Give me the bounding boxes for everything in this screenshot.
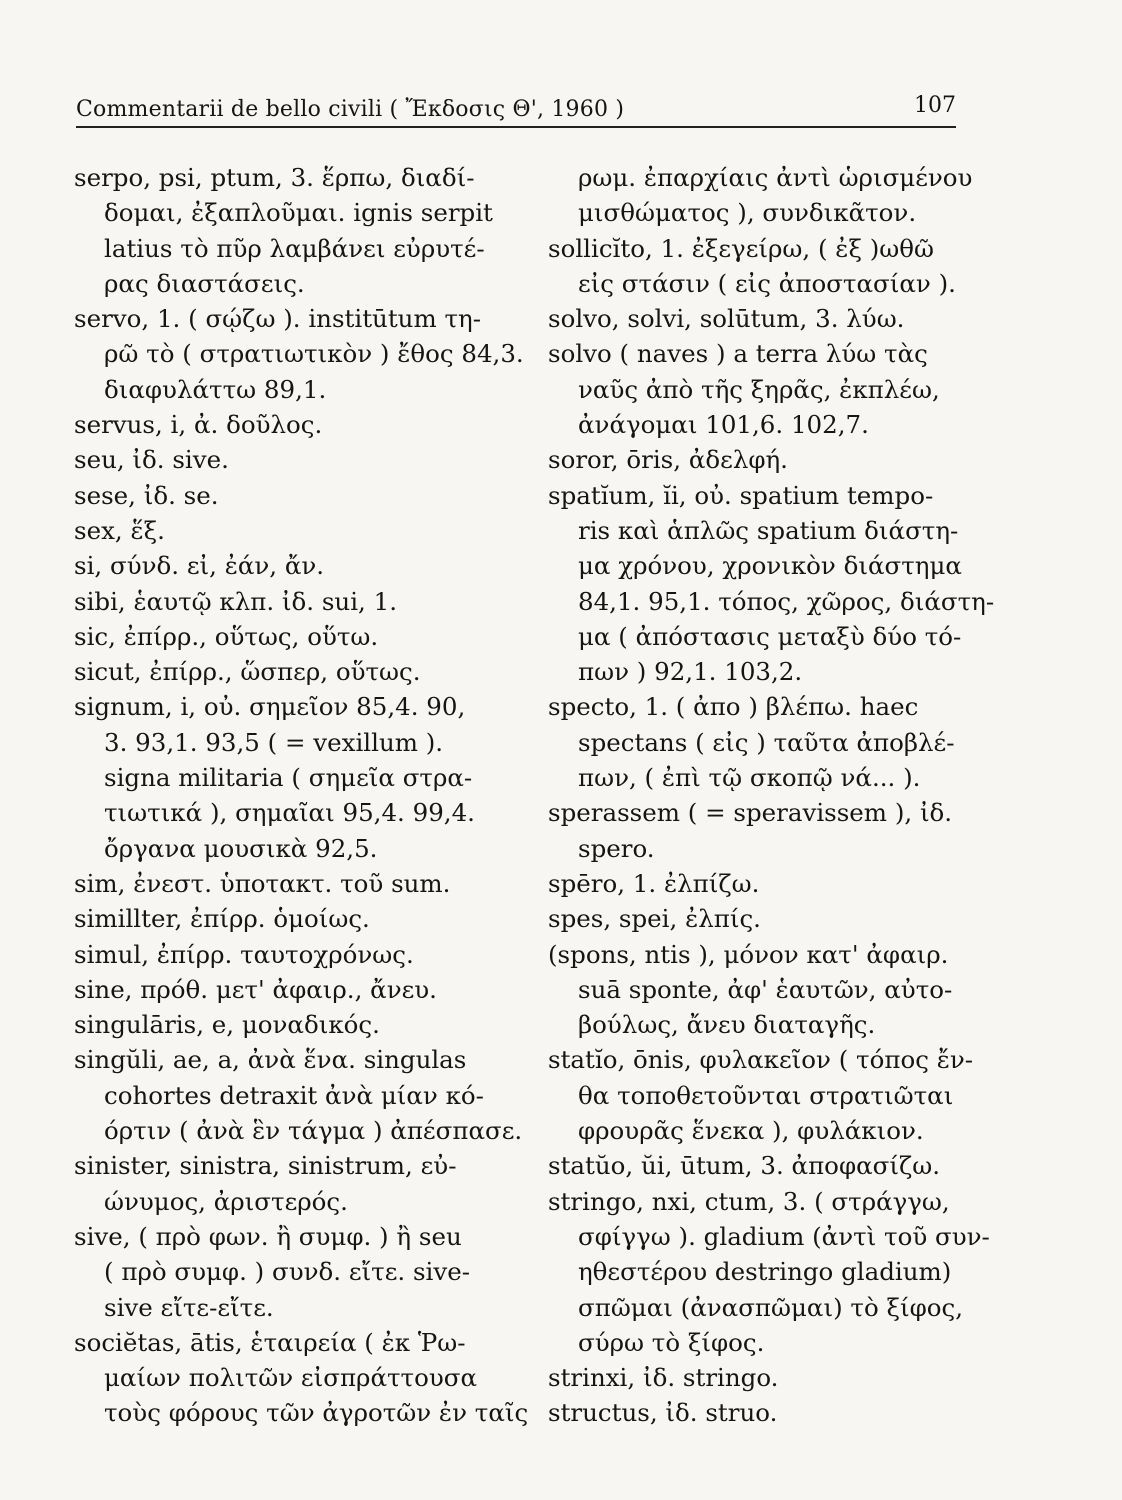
dictionary-line: πων ) 92,1. 103,2. bbox=[578, 657, 803, 687]
dictionary-line: structus, ἰδ. struo. bbox=[548, 1398, 778, 1428]
dictionary-line: solvo ( naves ) a terra λύω τὰς bbox=[548, 339, 928, 369]
dictionary-line: signum, i, οὐ. σημεῖον 85,4. 90, bbox=[74, 692, 466, 722]
dictionary-line: signa militaria ( σημεῖα στρα- bbox=[104, 763, 473, 793]
dictionary-line: simul, ἐπίρρ. ταυτοχρόνως. bbox=[74, 939, 414, 969]
page-number: 107 bbox=[914, 93, 956, 118]
dictionary-line: ναῦς ἀπὸ τῆς ξηρᾶς, ἐκπλέω, bbox=[578, 374, 940, 404]
dictionary-line: latius τὸ πῦρ λαμβάνει εὐρυτέ- bbox=[104, 233, 485, 263]
dictionary-line: serpo, psi, ptum, 3. ἕρπω, διαδί- bbox=[74, 163, 475, 192]
dictionary-line: τοὺς φόρους τῶν ἀγροτῶν ἐν ταῖς bbox=[104, 1398, 529, 1428]
dictionary-line: si, σύνδ. εἰ, ἐάν, ἄν. bbox=[74, 551, 325, 581]
dictionary-line: statŭo, ŭi, ūtum, 3. ἀποφασίζω. bbox=[548, 1151, 941, 1181]
dictionary-line: τιωτικά ), σημαῖαι 95,4. 99,4. bbox=[104, 798, 475, 828]
dictionary-line: sese, ἰδ. se. bbox=[74, 480, 219, 510]
dictionary-line: ἀνάγομαι 101,6. 102,7. bbox=[578, 410, 869, 440]
dictionary-line: soror, ōris, ἀδελφή. bbox=[548, 445, 788, 475]
dictionary-line: ρας διαστάσεις. bbox=[104, 268, 305, 298]
dictionary-line: spatĭum, ĭi, οὐ. spatium tempo- bbox=[548, 480, 934, 510]
dictionary-line: strinxi, ἰδ. stringo. bbox=[548, 1363, 779, 1393]
dictionary-line: μαίων πολιτῶν εἰσπράττουσα bbox=[104, 1363, 478, 1393]
dictionary-line: suā sponte, ἀφ' ἑαυτῶν, αὐτο- bbox=[578, 974, 953, 1004]
dictionary-line: θα τοποθετοῦνται στρατιῶται bbox=[578, 1080, 954, 1110]
dictionary-line: ηθεστέρου destringo gladium) bbox=[578, 1257, 952, 1287]
dictionary-line: ( πρὸ συμφ. ) συνδ. εἴτε. sive- bbox=[104, 1257, 470, 1287]
dictionary-line: sive, ( πρὸ φων. ἢ συμφ. ) ἢ seu bbox=[74, 1221, 462, 1251]
dictionary-line: σύρω τὸ ξίφος. bbox=[578, 1327, 765, 1357]
dictionary-line: sim, ἐνεστ. ὑποτακτ. τοῦ sum. bbox=[74, 868, 451, 898]
dictionary-line: sibi, ἑαυτῷ κλπ. ἰδ. sui, 1. bbox=[74, 586, 397, 616]
dictionary-line: ὄργανα μουσικὰ 92,5. bbox=[104, 833, 378, 863]
dictionary-line: spes, spei, ἐλπίς. bbox=[548, 904, 761, 934]
dictionary-line: φρουρᾶς ἕνεκα ), φυλάκιον. bbox=[578, 1116, 924, 1146]
dictionary-line: σφίγγω ). gladium (ἀντὶ τοῦ συν- bbox=[578, 1221, 990, 1251]
dictionary-line: spectans ( εἰς ) ταῦτα ἀποβλέ- bbox=[578, 727, 955, 757]
dictionary-line: όρτιν ( ἀνὰ ἓν τάγμα ) ἀπέσπασε. bbox=[104, 1116, 523, 1146]
dictionary-line: sinister, sinistra, sinistrum, εὐ- bbox=[74, 1151, 457, 1181]
dictionary-line: μα ( ἀπόστασις μεταξὺ δύο τό- bbox=[578, 621, 962, 651]
dictionary-line: cohortes detraxit ἀνὰ μίαν κό- bbox=[104, 1080, 484, 1110]
dictionary-line: sperassem ( = speravissem ), ἰδ. bbox=[548, 798, 953, 828]
dictionary-line: 3. 93,1. 93,5 ( = vexillum ). bbox=[104, 727, 444, 757]
dictionary-line: sex, ἕξ. bbox=[74, 515, 165, 545]
dictionary-line: singŭli, ae, a, ἀνὰ ἕνα. singulas bbox=[74, 1045, 467, 1075]
dictionary-line: sicut, ἐπίρρ., ὥσπερ, οὕτως. bbox=[74, 657, 421, 687]
dictionary-line: spero. bbox=[578, 833, 655, 863]
dictionary-line: solvo, solvi, solūtum, 3. λύω. bbox=[548, 304, 905, 334]
dictionary-line: σπῶμαι (ἀνασπῶμαι) τὸ ξίφος, bbox=[578, 1292, 964, 1322]
dictionary-line: sic, ἐπίρρ., οὕτως, οὕτω. bbox=[74, 621, 379, 651]
dictionary-line: πων, ( ἐπὶ τῷ σκοπῷ νά... ). bbox=[578, 763, 921, 793]
dictionary-line: simillter, ἐπίρρ. ὁμοίως. bbox=[74, 904, 370, 934]
right-column bbox=[548, 160, 995, 1431]
dictionary-line: βούλως, ἄνευ διαταγῆς. bbox=[578, 1010, 876, 1040]
dictionary-line: sociĕtas, ātis, ἑταιρεία ( ἐκ Ῥω- bbox=[74, 1327, 466, 1357]
dictionary-line: εἰς στάσιν ( εἰς ἀποστασίαν ). bbox=[578, 268, 956, 298]
left-column bbox=[74, 160, 529, 1431]
dictionary-line: μα χρόνου, χρονικὸν διάστημα bbox=[578, 551, 962, 581]
dictionary-line: sine, πρόθ. μετ' ἀφαιρ., ἄνευ. bbox=[74, 974, 437, 1004]
dictionary-line: spēro, 1. ἐλπίζω. bbox=[548, 868, 760, 898]
dictionary-line: servo, 1. ( σῴζω ). institūtum τη- bbox=[74, 304, 481, 334]
dictionary-line: διαφυλάττω 89,1. bbox=[104, 374, 327, 404]
dictionary-line: seu, ἰδ. sive. bbox=[74, 445, 229, 475]
running-header bbox=[76, 86, 956, 128]
dictionary-line: servus, i, ἀ. δοῦλος. bbox=[74, 410, 323, 440]
running-title: Commentarii de bello civili ( Ἔκδοσις Θ', 1960 ) bbox=[76, 97, 625, 122]
dictionary-line: μισθώματος ), συνδικᾶτον. bbox=[578, 198, 917, 228]
dictionary-line: specto, 1. ( ἀπο ) βλέπω. haec bbox=[548, 692, 919, 722]
dictionary-line: δομαι, ἐξαπλοῦμαι. ignis serpit bbox=[104, 198, 493, 228]
dictionary-line: ris καὶ ἁπλῶς spatium διάστη- bbox=[578, 515, 959, 545]
dictionary-line: singulāris, e, μοναδικός. bbox=[74, 1010, 380, 1040]
dictionary-line: statĭo, ōnis, φυλακεῖον ( τόπος ἔν- bbox=[548, 1045, 974, 1075]
dictionary-line: ρῶ τὸ ( στρατιωτικὸν ) ἔθος 84,3. bbox=[104, 339, 524, 369]
dictionary-line: ρωμ. ἐπαρχίαις ἀντὶ ὡρισμένου bbox=[578, 163, 973, 192]
dictionary-line: 84,1. 95,1. τόπος, χῶρος, διάστη- bbox=[578, 586, 995, 616]
dictionary-line: sollicĭto, 1. ἐξεγείρω, ( ἐξ )ωθῶ bbox=[548, 233, 934, 263]
dictionary-line: (spons, ntis ), μόνον κατ' ἀφαιρ. bbox=[548, 939, 949, 969]
dictionary-line: stringo, nxi, ctum, 3. ( στράγγω, bbox=[548, 1186, 950, 1216]
dictionary-line: sive εἴτε-εἴτε. bbox=[104, 1292, 274, 1322]
dictionary-line: ώνυμος, ἀριστερός. bbox=[104, 1186, 348, 1216]
